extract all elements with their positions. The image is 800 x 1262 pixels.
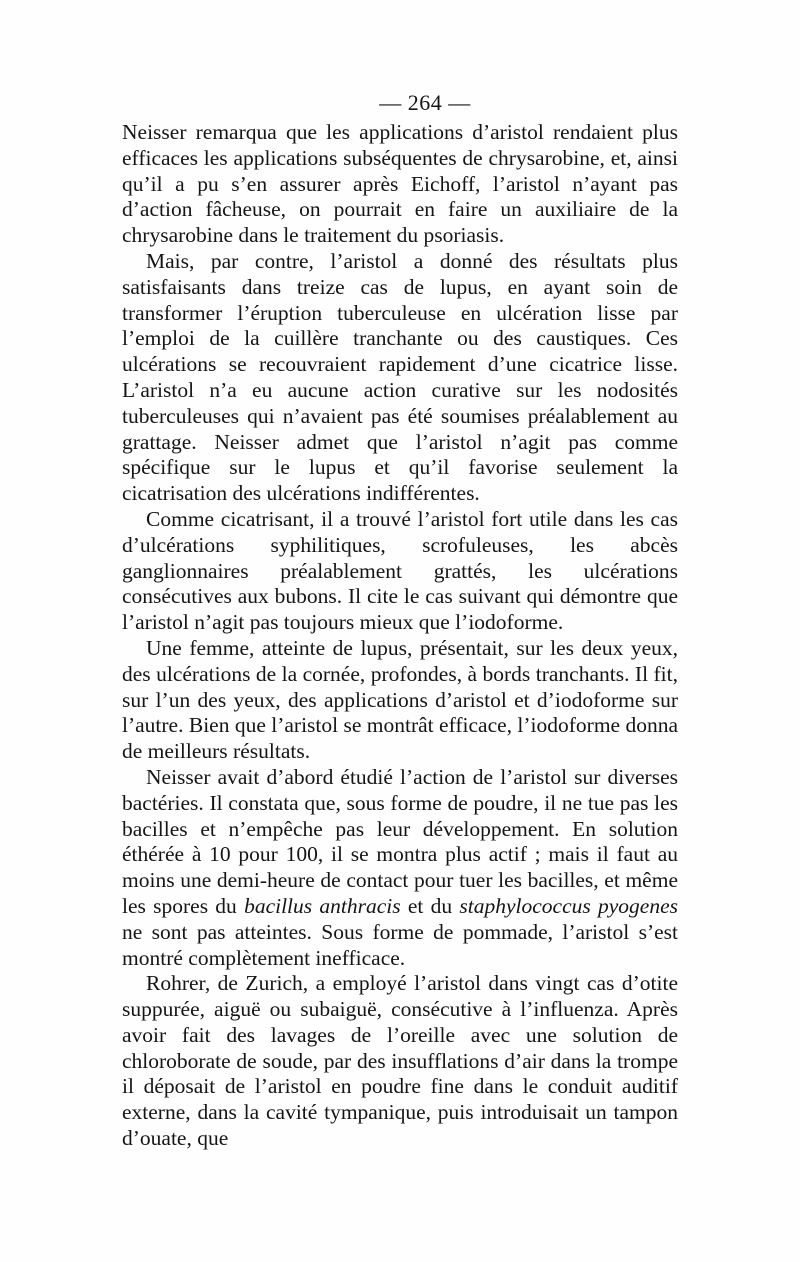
paragraph xyxy=(122,249,678,507)
paragraph-text: Rohrer, de Zurich, a employé l’aristol dans vingt cas d’otite suppurée, aiguë ou subaiguë, consécutive à l’influenza. Après avoir fait des lavages de l’oreille avec une solution de chloroborate de soude, par des insufflations d’air dans la trompe il déposait de l’aristol en poudre fine dans le conduit auditif externe, dans la cavité tympanique, puis introduisait un tampon d’ouate, que xyxy=(122,971,678,1151)
paragraph xyxy=(122,507,678,636)
italic-species-name: staphylococcus pyogenes xyxy=(459,893,678,918)
paragraph-text: Comme cicatrisant, il a trouvé l’aristol fort utile dans les cas d’ulcérations syphilitiques, scrofuleuses, les abcès ganglionnaires préalablement grattés, les ulcérations consécutives aux bubons. Il cite le cas suivant qui démontre que l’aristol n’agit pas toujours mieux que l’iodoforme. xyxy=(122,506,678,635)
paragraph xyxy=(122,971,678,1152)
paragraph-text: et du xyxy=(400,893,460,918)
paragraph-text: ne sont pas atteintes. Sous forme de pommade, l’aristol s’est montré complètement inefficace. xyxy=(122,919,678,970)
paragraph-text: Une femme, atteinte de lupus, présentait, sur les deux yeux, des ulcérations de la cornée, profondes, à bords tranchants. Il fit, sur l’un des yeux, des applications d’aristol et d’iodoforme sur l’autre. Bien que l’aristol se montrât efficace, l’iodoforme donna de meilleurs résultats. xyxy=(122,635,679,764)
italic-species-name: bacillus anthracis xyxy=(244,893,401,918)
paragraph-text: Neisser avait d’abord étudié l’action de l’aristol sur diverses bactéries. Il constata que, sous forme de poudre, il ne tue pas les bacilles et n’empêche pas leur développement. En solution éthérée à 10 pour 100, il se montra plus actif ; mais il faut au moins une demi-heure de contact pour tuer les bacilles, et même les spores du xyxy=(122,764,678,918)
page-number: — 264 — xyxy=(379,90,471,115)
paragraph-text: Neisser remarqua que les applications d’aristol rendaient plus efficaces les applications subséquentes de chrysarobine, et, ainsi qu’il a pu s’en assurer après Eichoff, l’aristol n’ayant pas d’action fâcheuse, on pourrait en faire un auxiliaire de la chrysarobine dans le traitement du psoriasis. xyxy=(122,120,678,248)
paragraph xyxy=(122,636,678,765)
paragraph xyxy=(122,765,678,971)
book-page xyxy=(122,88,678,1152)
paragraph xyxy=(122,120,678,249)
paragraph-text: Mais, par contre, l’aristol a donné des résultats plus satisfaisants dans treize cas de lupus, en ayant soin de transformer l’éruption tuberculeuse en ulcération lisse par l’emploi de la cuillère tranchante ou des caustiques. Ces ulcérations se recouvraient rapidement d’une cicatrice lisse. L’aristol n’a eu aucune action curative sur les nodosités tuberculeuses qui n’avaient pas été soumises préalablement au grattage. Neisser admet que l’aristol n’agit pas comme spécifique sur le lupus et qu’il favorise seulement la cicatrisation des ulcérations indifférentes. xyxy=(122,248,678,506)
